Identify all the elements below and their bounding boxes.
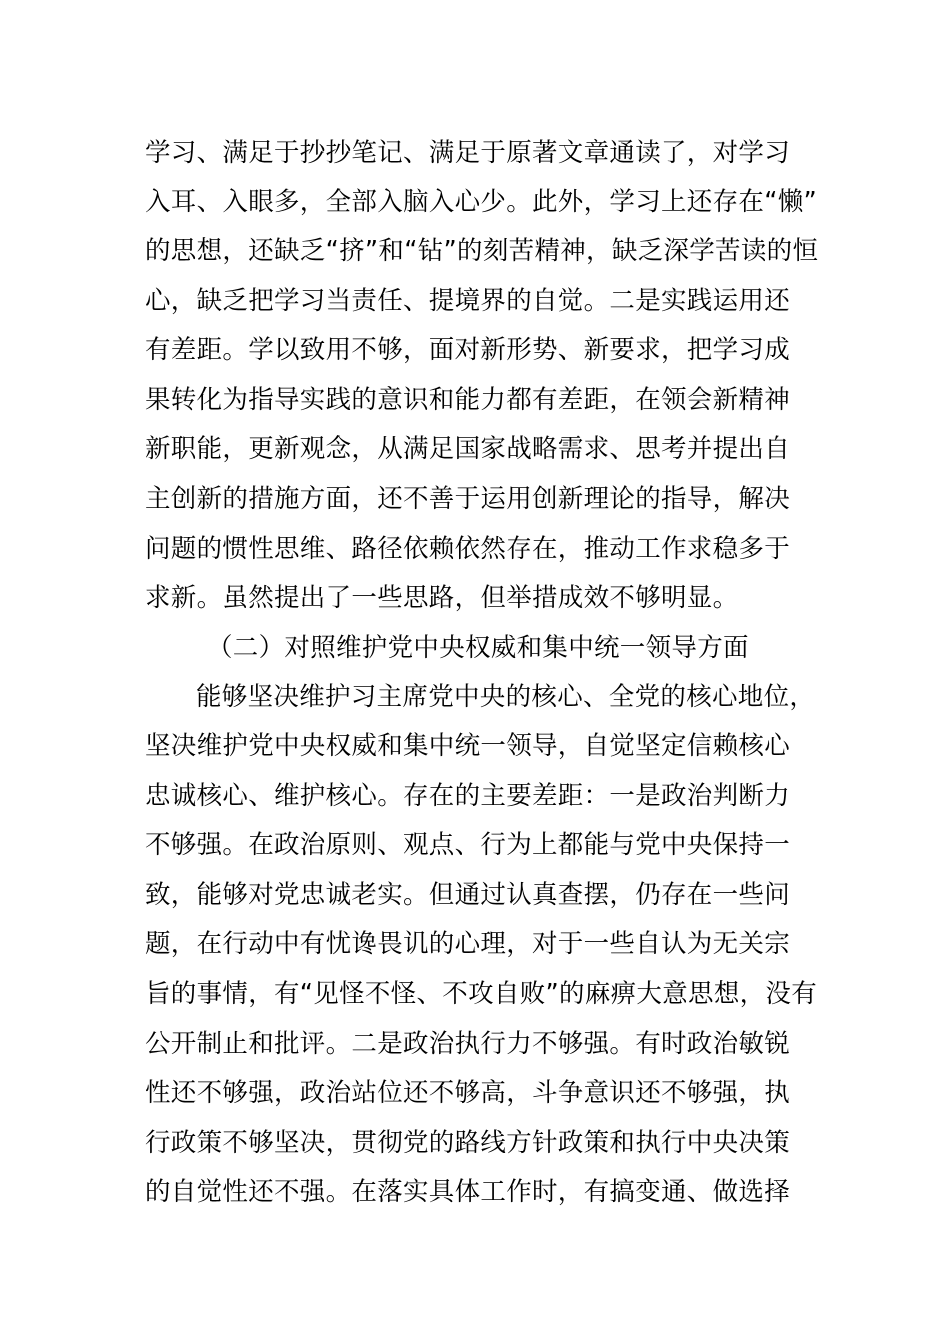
- text-line: 坚决维护党中央权威和集中统一领导，自觉坚定信赖核心: [145, 731, 791, 761]
- text-line: 的思想，还缺乏“挤”和“钻”的刻苦精神，缺乏深学苦读的恒: [145, 236, 819, 266]
- text-line: 果转化为指导实践的意识和能力都有差距，在领会新精神: [145, 385, 791, 415]
- paragraph-first-line: 能够坚决维护习主席党中央的核心、全党的核心地位，: [196, 682, 816, 712]
- text-line: 新职能，更新观念，从满足国家战略需求、思考并提出自: [145, 434, 791, 464]
- text-line: 行政策不够坚决，贯彻党的路线方针政策和执行中央决策: [145, 1128, 791, 1158]
- section-heading: （二）对照维护党中央权威和集中统一领导方面: [207, 633, 749, 663]
- text-line: 忠诚核心、维护核心。存在的主要差距：一是政治判断力: [145, 781, 791, 811]
- text-line: 公开制止和批评。二是政治执行力不够强。有时政治敏锐: [145, 1029, 791, 1059]
- text-line: 有差距。学以致用不够，面对新形势、新要求，把学习成: [145, 335, 791, 365]
- text-line: 致，能够对党忠诚老实。但通过认真查摆，仍存在一些问: [145, 880, 791, 910]
- text-line: 问题的惯性思维、路径依赖依然存在，推动工作求稳多于: [145, 534, 791, 564]
- text-line: 心，缺乏把学习当责任、提境界的自觉。二是实践运用还: [145, 286, 791, 316]
- text-line: 不够强。在政治原则、观点、行为上都能与党中央保持一: [145, 830, 791, 860]
- text-line: 旨的事情，有“见怪不怪、不攻自败”的麻痹大意思想，没有: [145, 979, 818, 1009]
- text-line: 学习、满足于抄抄笔记、满足于原著文章通读了，对学习: [145, 138, 791, 168]
- text-line: 入耳、入眼多，全部入脑入心少。此外，学习上还存在“懒”: [145, 187, 818, 217]
- text-line: 的自觉性还不强。在落实具体工作时，有搞变通、做选择: [145, 1177, 791, 1207]
- text-line: 题，在行动中有忧谗畏讥的心理，对于一些自认为无关宗: [145, 929, 791, 959]
- text-line: 性还不够强，政治站位还不够高，斗争意识还不够强，执: [145, 1078, 791, 1108]
- text-line: 主创新的措施方面，还不善于运用创新理论的指导，解决: [145, 484, 791, 514]
- text-line: 求新。虽然提出了一些思路，但举措成效不够明显。: [145, 583, 739, 613]
